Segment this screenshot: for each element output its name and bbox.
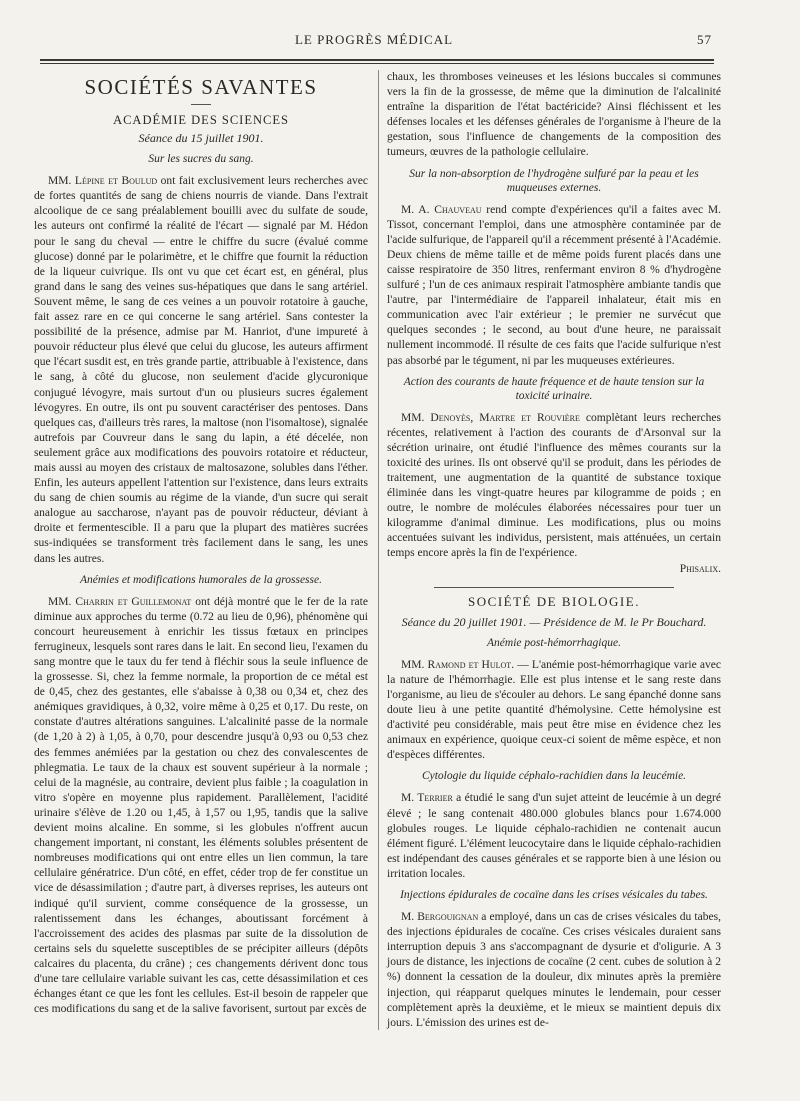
authors: M. Bergouignan bbox=[401, 911, 479, 924]
paragraph: chaux, les thromboses veineuses et les lésions buccales si communes vers la fin de la grossesse, de même que la diminution de l'alcalinité entraîne la disparition de l'état bactéricide? Ainsi fléchissent et les défenses locales et les défenses générales de l'organisme à l'heure de la gestation, sous l'influence de changements de la composition des tumeurs, œuvres de la pathologie cellulaire. bbox=[387, 71, 721, 159]
paragraph: M. Terrier a étudié le sang d'un sujet atteint de leucémie à un degré élevé ; le sang contenait 480.000 globules blancs pour 1.674.000 globules rouges. Le liquide céphalo-rachidien ne contenait aucun élément figuré. L'élément leucocytaire dans le liquide céphalo-rachidien est indépendant des causes générales et se rapporte bien à une lésion ou irritation locales. bbox=[387, 792, 721, 880]
paragraph: MM. Ramond et Hulot. — L'anémie post-hémorrhagique varie avec la nature de l'hémorrhagie. Elle est plus intense et le sang reste dans l'organisme, au lieu de s'écouler au dehors. Le sang épanché donne sans doute lieu à une petite quantité d'hémolysine. Cette hémolysine est d'activité peu considérable, mais peut être mise en évidence chez les animaux en expérience, quoique ceux-ci soient de même espèce, et non d'espèces différentes. bbox=[387, 658, 721, 762]
topic-heading: Injections épidurales de cocaïne dans les crises vésicales du tabes. bbox=[400, 889, 708, 902]
topic-heading: Anémie post-hémorrhagique. bbox=[487, 636, 621, 649]
right-column bbox=[387, 70, 721, 1031]
header-rule-thin bbox=[40, 63, 714, 64]
society-title: SOCIÉTÉ DE BIOLOGIE. bbox=[468, 593, 640, 609]
paragraph: MM. Lépine et Boulud ont fait exclusivement leurs recherches avec de fortes quantités de sang de chiens nourris de viande. Dans l'extrait alcoolique de ce sang préalablement bouilli avec du sulfate de soude, les auteurs ont confirmé la réalité de l'écart — signalé par M. Hédon pour le sang du cheval — entre le chiffre du sucre (évalué comme glucose) donné par le polarimètre, et le chiffre que fournit la réduction de la liqueur cuivrique. Ils ont vu que cet écart est, en général, plus grand dans le sang des veines sus-hépatiques que dans le sang artériel. Souvent même, le sang de ces veines a un pouvoir rotatoire à gauche, fait assez rare en ce qui concerne le sang artériel. Sans contester la possibilité de la présence, admise par M. Hanriot, d'une impureté à pouvoir réducteur plus élevé que celui du glucose, les auteurs affirment que l'écart susdit est, en très grande partie, attribuable à l'existence, dans le sang, à côté du glucose, non seulement d'acide glycuronique conjugué lévogyre, mais surtout d'un ou plusieurs sucres également lévogyres. En outre, ils ont pu souvent caractériser des pentoses. Dans quelques cas, d'ailleurs très rares, la maltose (non l'isomaltose), signalée autrefois par Couvreur dans le sang du lapin, a été décelée, non seulement grâce aux modifications des pouvoirs rotatoire et réducteur, mais aussi au moyen des cristaux de maltosazone, solubles dans l'éther. Enfin, les auteurs appellent l'attention sur l'existence, dans leurs extraits du sang de chien soumis au régime de la viande, d'un sucre qui serait analogue au saccharose, n'ayant pas de pouvoir réducteur, déviant à droite et fermentescible. Il a paru que la plupart des matières sucrées sus-indiquées se transforment très facilement dans le sang, les unes dans les autres. bbox=[34, 175, 368, 565]
topic-heading: Sur les sucres du sang. bbox=[148, 153, 254, 166]
page-number: 57 bbox=[697, 32, 712, 47]
column-divider bbox=[378, 70, 379, 1030]
topic-heading: Sur la non-absorption de l'hydrogène sulfuré par la peau et les muqueuses externes. bbox=[409, 167, 699, 194]
authors: M. Terrier bbox=[401, 792, 453, 805]
left-column bbox=[34, 70, 368, 1017]
running-header bbox=[36, 30, 712, 50]
topic-heading: Cytologie du liquide céphalo-rachidien dans la leucémie. bbox=[421, 770, 687, 783]
paragraph: MM. Denoyès, Martre et Rouvière complètant leurs recherches récentes, relativement à l'action des courants de d'Arsonval sur la sécrétion urinaire, ont étudié l'influence des mêmes courants sur la toxicité des urines. Ils ont observé qu'il se produit, dans les périodes de traitement, une augmentation de la quantité de substance toxique éliminée dans les vingt-quatre heures par kilogramme de poids ; en outre, le nombre de molécules élaborées nécessaires pour tuer un kilogramme d'animal diminue. Les modifications, plus ou moins accentuées suivant les individus, persistent, mais atténuées, un certain temps encore après la fin de l'expérience. bbox=[387, 411, 722, 560]
paragraph: M. Bergouignan a employé, dans un cas de crises vésicales du tabes, des injections épidurales de cocaïne. Ces crises vésicales duraient sans interruption depuis 3 ans s'accompagnant de dysurie et d'oligurie. A 3 jours de distance, les injections de cocaïne (2 cent. cubes de solution à 2 %) donnent la cessation de la douleur, dix minutes après la première injection, qui réapparut quelques minutes le lendemain, pour cesser complètement après la deuxième, et le mieux se maintient depuis dix jours. L'émission des urines est de- bbox=[387, 911, 721, 1029]
section-title: SOCIÉTÉS SAVANTES bbox=[84, 75, 318, 99]
section-rule bbox=[434, 587, 674, 588]
authors: MM. Charrin et Guillemonat bbox=[48, 595, 192, 608]
authors: M. A. Chauveau bbox=[401, 203, 482, 216]
authors: MM. Denoyès, Martre et Rouvière bbox=[401, 411, 580, 424]
academy-title: ACADÉMIE DES SCIENCES bbox=[113, 113, 289, 127]
header-rule bbox=[40, 59, 714, 61]
authors: MM. Ramond et Hulot. bbox=[401, 658, 515, 671]
session-date: Séance du 15 juillet 1901. bbox=[138, 131, 264, 146]
journal-title: LE PROGRÈS MÉDICAL bbox=[294, 32, 454, 47]
authors: MM. Lépine et Boulud bbox=[48, 175, 158, 188]
topic-heading: Anémies et modifications humorales de la grossesse. bbox=[79, 573, 322, 586]
paragraph: MM. Charrin et Guillemonat ont déjà montré que le fer de la rate diminue aux approches du terme (0.72 au lieu de 0,96), phénomène qui concourt heureusement à enrichir les tissus fœtaux en principes ferrugineux, lesquels sont rares dans le lait. En second lieu, l'examen du sang montre que le taux du fer tend à fléchir sous la seule influence de la grossesse. Si, chez la femme normale, la proportion de ce métal est de 0,45, chez des gestantes, elle s'abaisse à 0,38 ou 0,34 et, chez des anémiques gravidiques, à 0,32, voire même à 0,25 et 0,17. Du reste, on constate d'autres altérations sanguines. L'alcalinité passe de la normale (de 1,20 à 2) à 1,05, à 0,70, pour descendre jusqu'à 0,93 ou 0,53 chez des femmes anémiées par la gestation ou chez des convalescentes de phlegmatia. Le taux de la chaux est souvent supérieur à la normale ; celui de la magnésie, au contraire, devient plus faible ; la coagulation in vitro s'opère en moyenne plus rapidement. Parallèlement, l'acidité urinaire s'élève de 1.20 ou 1,45, à 1,57 ou 1,95, tandis que la salive devient moins alcaline. En somme, si les globules n'offrent aucun changement important, ni constant, les éléments solubles présentent de nombreuses modifications qui ont entre elles un lien commun, la tare cellulaire génératrice. D'un côté, en effet, céder trop de fer constitue un vice de désassimilation ; d'autre part, à diverses reprises, les auteurs ont indiqué qu'il survient, comme conséquence de la grossesse, un ralentissement dans les échanges, aboutissant forcément à l'accroissement des acides des plasmas par suite de la dissolution de certains sels du squelette susceptibles de se précipiter ailleurs (dépôts calcaires du placenta, du crâne) ; ces changements dérivent donc tous d'une tare cellulaire variable suivant les cas, cette désassimilation et ces échanges étant ce que les font les cellules. Est-il besoin de rappeler que ces modifications du sang et de la salive favorisent, surtout par excès de bbox=[34, 595, 368, 1016]
topic-heading: Action des courants de haute fréquence et de haute tension sur la toxicité urinaire. bbox=[403, 375, 705, 402]
signature: Phisalix. bbox=[679, 562, 721, 575]
paragraph: M. A. Chauveau rend compte d'expériences qu'il a faites avec M. Tissot, concernant l'emploi, dans une atmosphère contaminée par de l'acide sulfurique, de l'appareil qu'il a récemment présenté à l'Académie. Deux chiens de même taille et de même poids furent placés dans une caisse respiratoire de 350 litres, renfermant environ 8 % d'hydrogène sulfuré ; l'un de ces animaux respirait l'atmosphère ambiante tandis que l'autre, par l'intermédiaire de l'appareil inhalateur, était mis en communication avec l'air extérieur ; le premier ne survécut que quelques secondes ; le second, au bout d'une heure, ne paraissait nullement incommodé. Il résulte de ces faits que l'acide sulfurique n'est pas absorbé par le tégument, ni par les muqueuses extérieures. bbox=[387, 203, 721, 367]
title-rule bbox=[191, 104, 211, 105]
session-date: Séance du 20 juillet 1901. — Présidence de M. le Pr Bouchard. bbox=[401, 614, 707, 629]
